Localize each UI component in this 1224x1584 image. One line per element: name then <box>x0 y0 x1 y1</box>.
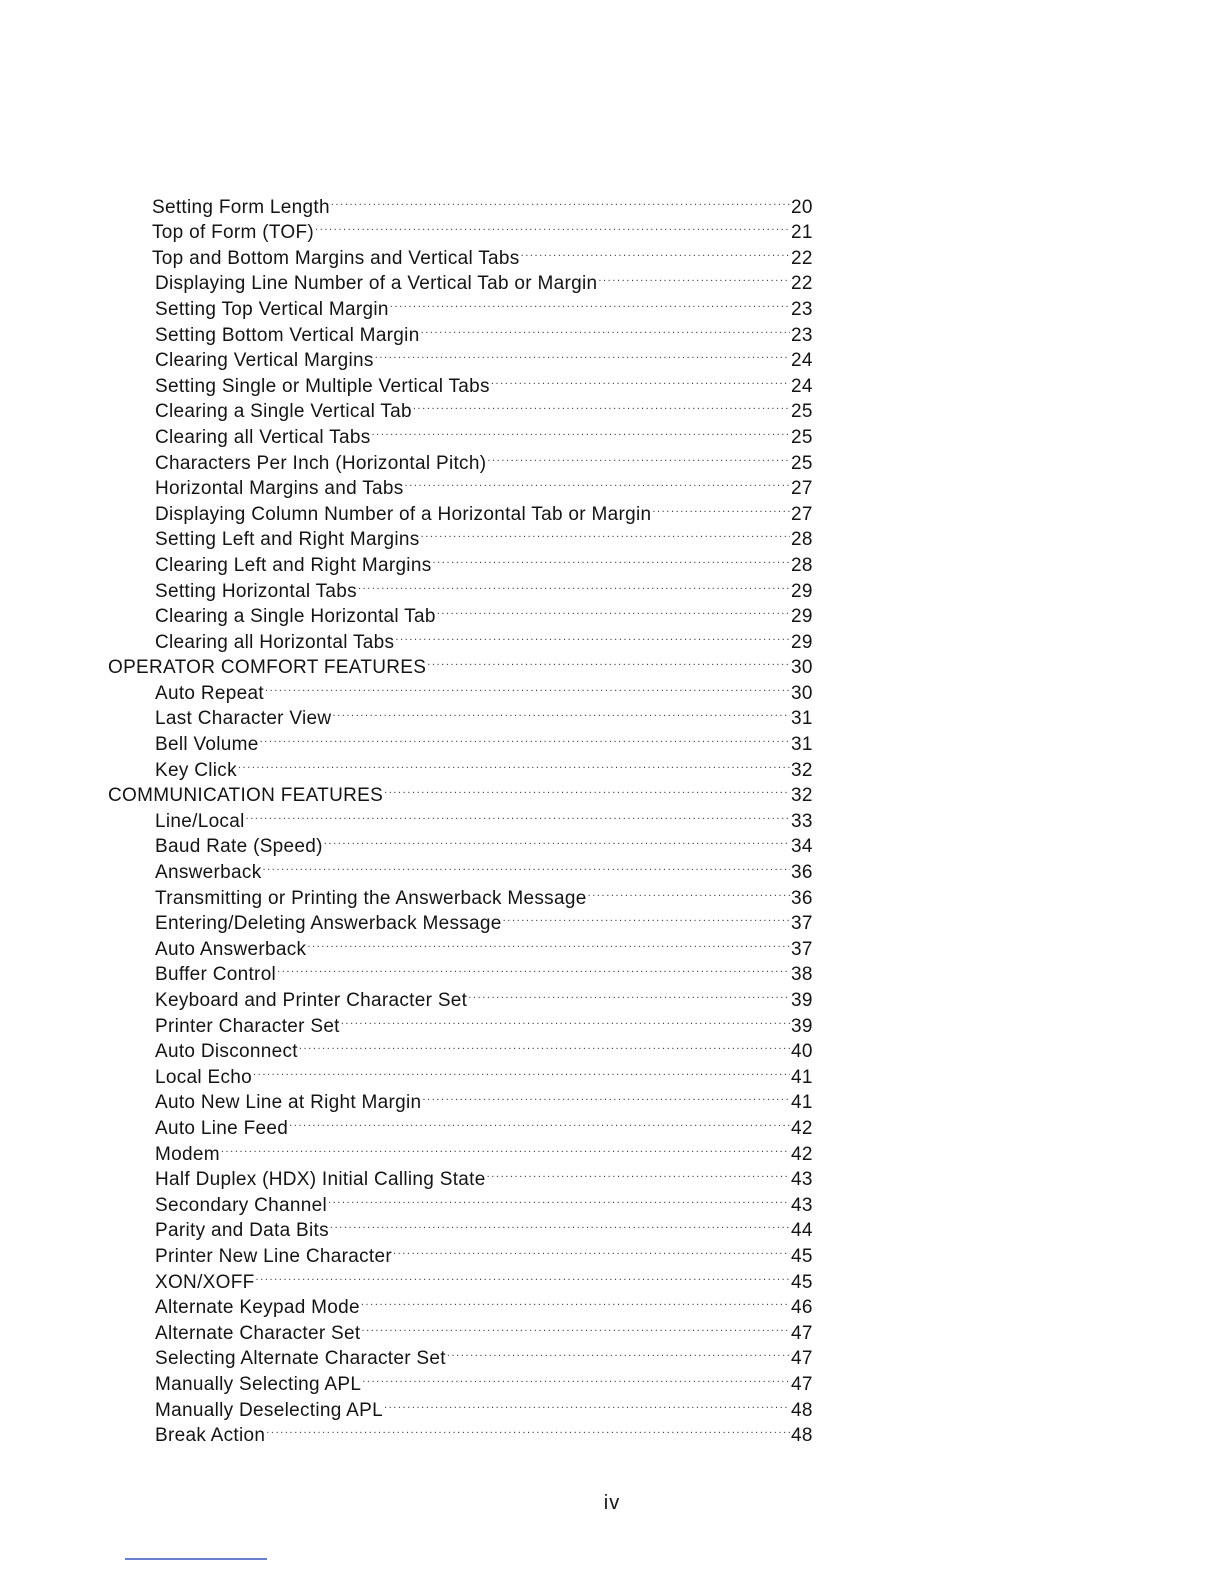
toc-entry-title: Auto New Line at Right Margin <box>155 1092 422 1114</box>
toc-entry <box>0 264 1224 295</box>
toc-entry-title: Baud Rate (Speed) <box>155 836 323 858</box>
toc-entry-title: Transmitting or Printing the Answerback Message <box>155 887 587 909</box>
toc-entry-page: 40 <box>791 1041 813 1063</box>
toc-entry-title: Top and Bottom Margins and Vertical Tabs <box>152 247 520 269</box>
toc-entry <box>0 1108 1224 1139</box>
toc-entry <box>0 750 1224 781</box>
toc-entry-title: Setting Form Length <box>152 196 330 218</box>
dot-leader <box>390 289 790 315</box>
dot-leader <box>341 1006 790 1032</box>
toc-entry <box>0 494 1224 525</box>
toc-entry <box>0 213 1224 244</box>
toc-entry <box>0 724 1224 756</box>
toc-entry-title: Last Character View <box>155 708 332 730</box>
toc-entry-page: 25 <box>791 426 813 448</box>
toc-entry-page: 29 <box>791 580 813 602</box>
toc-entry <box>0 699 1224 730</box>
toc-entry <box>0 1339 1224 1370</box>
toc-entry <box>0 520 1224 551</box>
toc-entry <box>0 1364 1224 1395</box>
toc-entry-title: Answerback <box>155 862 262 884</box>
toc-entry-title: Setting Horizontal Tabs <box>155 580 357 602</box>
dot-leader <box>328 1185 790 1211</box>
toc-entry-title: Selecting Alternate Character Set <box>155 1348 446 1370</box>
dot-leader <box>362 1364 790 1390</box>
toc-entry <box>0 1288 1224 1319</box>
dot-leader <box>372 417 790 443</box>
dot-leader <box>437 597 790 623</box>
toc-entry-title: Top of Form (TOF) <box>152 222 315 244</box>
toc-entry-page: 25 <box>791 452 813 474</box>
toc-entry-page: 43 <box>791 1194 813 1216</box>
dot-leader <box>221 1134 790 1160</box>
toc-entry-page: 47 <box>791 1373 813 1395</box>
toc-entry-page: 39 <box>791 1015 813 1037</box>
toc-entry <box>0 1134 1224 1165</box>
toc-entry-page: 29 <box>791 631 813 653</box>
toc-entry-page: 22 <box>791 247 813 269</box>
toc-entry-page: 39 <box>791 990 813 1011</box>
toc-entry <box>0 955 1224 986</box>
toc-entry-page: 30 <box>791 657 813 679</box>
toc-entry-page: 36 <box>791 862 813 884</box>
toc-entry-page: 23 <box>791 324 813 346</box>
toc-entry <box>0 648 1224 679</box>
dot-leader <box>427 648 790 674</box>
dot-leader <box>358 571 790 597</box>
toc-entry <box>0 315 1224 346</box>
toc-entry-title: Horizontal Margins and Tabs <box>155 478 404 500</box>
dot-leader <box>421 315 790 341</box>
toc-entry-title: Clearing all Vertical Tabs <box>155 426 371 448</box>
toc-entry-title: Clearing all Horizontal Tabs <box>155 631 395 653</box>
dot-leader <box>433 545 791 571</box>
dot-leader <box>491 366 790 392</box>
toc-entry <box>0 469 1224 500</box>
toc-entry <box>0 1313 1224 1344</box>
toc-entry <box>0 929 1224 960</box>
toc-entry <box>0 1236 1224 1267</box>
dot-leader <box>277 955 790 981</box>
toc-entry-page: 24 <box>791 375 813 397</box>
toc-entry-page: 28 <box>791 529 813 551</box>
dot-leader <box>384 776 790 802</box>
toc-entry-title: Bell Volume <box>155 734 259 756</box>
dot-leader <box>447 1339 790 1365</box>
dot-leader <box>384 1390 790 1416</box>
toc-entry-title: Auto Line Feed <box>155 1117 289 1139</box>
toc-entry-page: 41 <box>791 1066 813 1088</box>
toc-entry-title: COMMUNICATION FEATURES <box>108 785 384 807</box>
toc-entry-page: 28 <box>791 554 813 576</box>
dot-leader <box>265 673 790 699</box>
bottom-rule <box>125 1558 267 1560</box>
toc-entry-title: Buffer Control <box>155 964 277 986</box>
toc-entry-page: 21 <box>791 222 813 244</box>
dot-leader <box>405 469 790 495</box>
toc-entry-page: 29 <box>791 606 813 628</box>
dot-leader <box>395 622 790 648</box>
toc-entry <box>0 417 1224 448</box>
dot-leader <box>332 699 790 725</box>
toc-entry-page: 32 <box>791 785 813 807</box>
toc-entry <box>0 341 1224 372</box>
dot-leader <box>299 1032 790 1058</box>
dot-leader <box>263 852 791 878</box>
toc-entry-title: Clearing Left and Right Margins <box>155 554 432 576</box>
toc-entry-title: Alternate Character Set <box>155 1322 361 1344</box>
toc-entry-page: 38 <box>791 964 813 986</box>
toc-entry-page: 37 <box>791 938 813 960</box>
dot-leader <box>246 801 790 827</box>
dot-leader <box>422 1083 790 1109</box>
table-of-contents <box>0 187 1224 1447</box>
toc-entry-page: 42 <box>791 1117 813 1139</box>
toc-entry-page: 23 <box>791 298 813 320</box>
dot-leader <box>256 1262 790 1288</box>
toc-entry-page: 47 <box>791 1322 813 1344</box>
toc-entry-title: Setting Left and Right Margins <box>155 529 420 551</box>
dot-leader <box>266 1416 790 1442</box>
dot-leader <box>413 392 790 418</box>
toc-entry <box>0 980 1224 1011</box>
dot-leader <box>652 494 790 520</box>
dot-leader <box>468 980 790 1006</box>
toc-entry-title: Characters Per Inch (Horizontal Pitch) <box>155 452 487 474</box>
toc-entry-page: 31 <box>791 734 813 756</box>
toc-entry <box>0 545 1224 576</box>
toc-entry-page: 32 <box>791 759 813 781</box>
toc-entry-title: Break Action <box>155 1425 266 1447</box>
dot-leader <box>324 827 790 853</box>
toc-entry-page: 42 <box>791 1143 813 1165</box>
toc-entry-title: Auto Answerback <box>155 938 307 960</box>
toc-entry-page: 25 <box>791 401 813 423</box>
dot-leader <box>487 1160 790 1186</box>
toc-entry-title: Printer New Line Character <box>155 1245 392 1267</box>
dot-leader <box>260 724 790 750</box>
toc-entry-title: Manually Deselecting APL <box>155 1399 383 1421</box>
toc-entry-page: 24 <box>791 350 813 372</box>
dot-leader <box>331 187 790 213</box>
toc-entry-page: 37 <box>791 913 813 935</box>
toc-entry-title: Auto Disconnect <box>155 1041 298 1063</box>
dot-leader <box>487 443 790 469</box>
dot-leader <box>315 213 790 239</box>
dot-leader <box>588 878 790 904</box>
dot-leader <box>253 1057 790 1083</box>
toc-entry <box>0 1262 1224 1293</box>
dot-leader <box>361 1288 790 1314</box>
dot-leader <box>598 264 790 290</box>
toc-entry <box>0 238 1224 269</box>
dot-leader <box>361 1313 790 1339</box>
toc-entry-title: Setting Single or Multiple Vertical Tabs <box>155 375 490 397</box>
page-number: iv <box>603 1492 621 1514</box>
toc-entry <box>0 1416 1224 1447</box>
toc-entry-title: Key Click <box>155 759 237 781</box>
dot-leader <box>330 1211 790 1237</box>
toc-entry-page: 30 <box>791 682 813 704</box>
dot-leader <box>289 1108 790 1134</box>
dot-leader <box>393 1236 790 1262</box>
toc-entry-title: Clearing a Single Horizontal Tab <box>155 606 436 628</box>
toc-entry-page: 48 <box>791 1425 813 1447</box>
toc-entry-title: Clearing Vertical Margins <box>155 350 374 372</box>
dot-leader <box>421 520 790 546</box>
toc-entry-title: Keyboard and Printer Character Set <box>155 990 468 1011</box>
toc-entry <box>0 1006 1224 1037</box>
toc-entry-page: 45 <box>791 1245 813 1267</box>
dot-leader <box>521 238 790 264</box>
toc-entry-title: Modem <box>155 1143 220 1165</box>
toc-entry <box>0 1083 1224 1114</box>
toc-entry-page: 34 <box>791 836 813 858</box>
toc-entry <box>0 366 1224 397</box>
toc-entry-title: Local Echo <box>155 1066 253 1088</box>
toc-entry <box>0 1185 1224 1216</box>
dot-leader <box>238 750 790 776</box>
toc-entry-page: 36 <box>791 887 813 909</box>
toc-entry-page: 20 <box>791 196 813 218</box>
toc-entry <box>0 1057 1224 1088</box>
toc-entry <box>0 776 1224 807</box>
toc-entry-title: Printer Character Set <box>155 1015 340 1037</box>
toc-entry <box>0 289 1224 320</box>
toc-entry-page: 44 <box>791 1220 813 1242</box>
dot-leader <box>503 904 790 930</box>
toc-entry <box>0 904 1224 935</box>
toc-entry-title: Half Duplex (HDX) Initial Calling State <box>155 1169 486 1191</box>
toc-entry <box>0 878 1224 909</box>
toc-entry <box>0 673 1224 704</box>
toc-entry-title: Auto Repeat <box>155 682 264 704</box>
toc-entry-title: Setting Bottom Vertical Margin <box>155 324 420 346</box>
toc-entry-title: Parity and Data Bits <box>155 1220 329 1242</box>
toc-entry-title: Entering/Deleting Answerback Message <box>155 913 502 935</box>
toc-entry <box>0 1211 1224 1242</box>
dot-leader <box>375 341 790 367</box>
toc-entry-page: 27 <box>791 503 813 525</box>
toc-entry-page: 46 <box>791 1297 813 1319</box>
toc-entry-page: 33 <box>791 810 813 832</box>
toc-entry <box>0 622 1224 653</box>
toc-entry-title: Secondary Channel <box>155 1194 327 1216</box>
toc-entry-page: 27 <box>791 478 813 500</box>
toc-entry-title: Line/Local <box>155 810 245 832</box>
toc-entry <box>0 1390 1224 1421</box>
toc-entry <box>0 801 1224 832</box>
toc-entry <box>0 392 1224 423</box>
toc-entry-page: 22 <box>791 273 813 295</box>
toc-entry-title: OPERATOR COMFORT FEATURES <box>108 657 427 679</box>
toc-entry-title: Setting Top Vertical Margin <box>155 298 389 320</box>
toc-entry-title: Displaying Line Number of a Vertical Tab or Margin <box>155 273 598 295</box>
toc-entry-page: 43 <box>791 1169 813 1191</box>
toc-entry-page: 31 <box>791 708 813 730</box>
dot-leader <box>307 929 790 955</box>
toc-entry-title: Displaying Column Number of a Horizontal Tab or Margin <box>155 503 652 525</box>
toc-entry-page: 47 <box>791 1348 813 1370</box>
toc-entry-title: Manually Selecting APL <box>155 1373 362 1395</box>
toc-entry-page: 45 <box>791 1271 813 1293</box>
toc-entry-title: Clearing a Single Vertical Tab <box>155 401 412 423</box>
toc-entry-page: 48 <box>791 1399 813 1421</box>
toc-entry <box>0 1160 1224 1191</box>
toc-entry <box>0 443 1224 474</box>
toc-entry <box>0 852 1224 884</box>
toc-entry <box>0 827 1224 858</box>
toc-entry-page: 41 <box>791 1092 813 1114</box>
toc-entry-title: Alternate Keypad Mode <box>155 1297 360 1319</box>
toc-entry-title: XON/XOFF <box>155 1271 255 1293</box>
toc-entry <box>0 597 1224 628</box>
toc-entry <box>0 187 1224 218</box>
toc-entry <box>0 571 1224 602</box>
toc-entry <box>0 1032 1224 1063</box>
